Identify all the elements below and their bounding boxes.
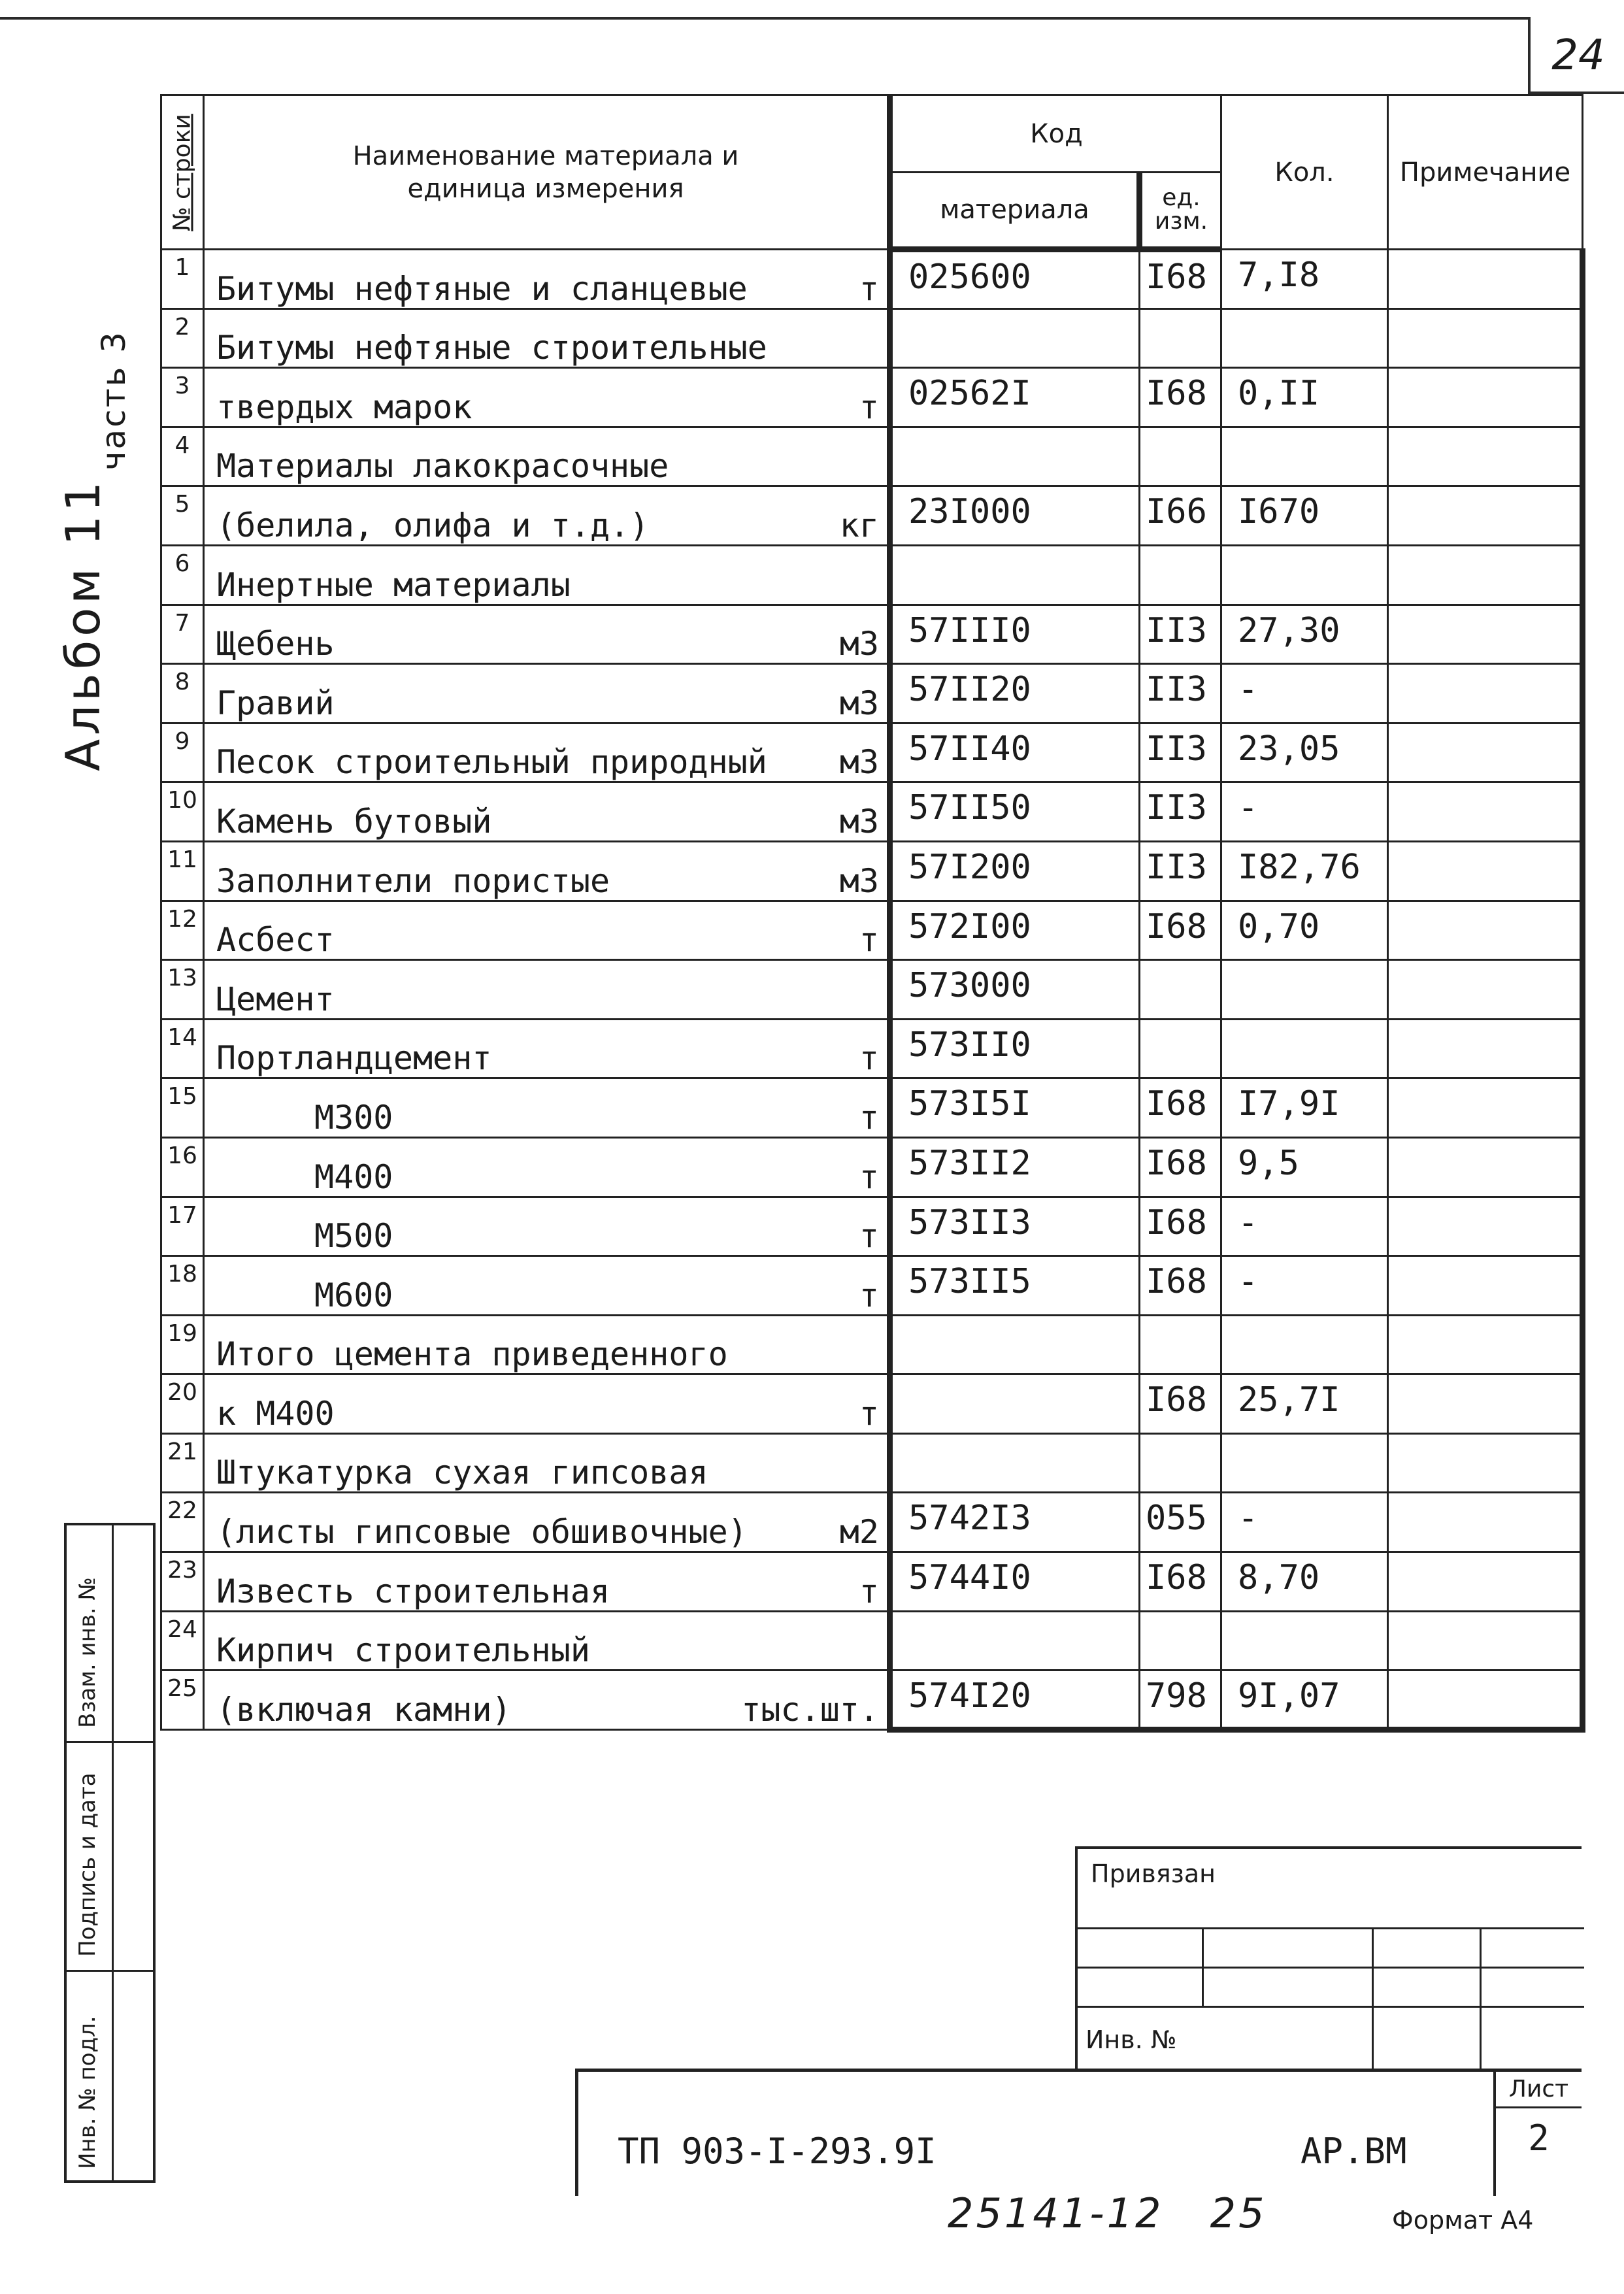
row-number: 23 bbox=[161, 1552, 204, 1612]
material-name: Кирпич строительный bbox=[216, 1631, 590, 1670]
table-row bbox=[161, 664, 1583, 723]
material-code bbox=[890, 1611, 1140, 1671]
row-number: 5 bbox=[161, 486, 204, 546]
material-unit-text: т bbox=[859, 1572, 879, 1610]
unit-code: 055 bbox=[1140, 1493, 1221, 1552]
material-name-cell bbox=[204, 664, 890, 723]
quantity: 9I,07 bbox=[1221, 1671, 1388, 1730]
row-number: 11 bbox=[161, 841, 204, 901]
material-name-cell bbox=[204, 427, 890, 486]
material-name-cell bbox=[204, 1493, 890, 1552]
note-cell bbox=[1388, 1019, 1583, 1078]
note-cell bbox=[1388, 486, 1583, 546]
material-name: Асбест bbox=[216, 921, 335, 959]
header-row-number: № строки bbox=[161, 95, 204, 250]
note-cell bbox=[1388, 427, 1583, 486]
material-code bbox=[890, 1433, 1140, 1493]
material-unit-text: т bbox=[859, 1157, 879, 1196]
quantity bbox=[1221, 1611, 1388, 1671]
material-name: твердых марок bbox=[216, 388, 472, 426]
row-number: 7 bbox=[161, 605, 204, 664]
album-label: Альбом 11 bbox=[56, 478, 110, 771]
part-label: часть 3 bbox=[95, 330, 133, 471]
material-name: (включая камни) bbox=[216, 1690, 512, 1729]
replaced-inventory-label: Взам. инв. № bbox=[75, 1577, 101, 1728]
material-code: 573II0 bbox=[890, 1019, 1140, 1078]
material-code bbox=[890, 545, 1140, 605]
header-unit: ед. изм. bbox=[1140, 173, 1221, 250]
material-unit-text: м3 bbox=[839, 743, 879, 782]
material-name: Щебень bbox=[216, 625, 335, 663]
quantity: - bbox=[1221, 1493, 1388, 1552]
material-name-cell bbox=[204, 1671, 890, 1730]
material-code: 572I00 bbox=[890, 901, 1140, 960]
inventory-number-label: Инв. № bbox=[1085, 2025, 1177, 2054]
material-name-cell bbox=[204, 1256, 890, 1316]
material-name-cell bbox=[204, 250, 890, 309]
table-row bbox=[161, 782, 1583, 842]
material-name: М400 bbox=[314, 1157, 393, 1196]
row-number: 2 bbox=[161, 308, 204, 368]
quantity: I7,9I bbox=[1221, 1078, 1388, 1138]
table-row bbox=[161, 1552, 1583, 1612]
material-unit-text: тыс.шт. bbox=[741, 1690, 879, 1729]
note-cell bbox=[1388, 1433, 1583, 1493]
material-name: Песок строительный природный bbox=[216, 743, 767, 782]
table-row bbox=[161, 250, 1583, 309]
original-inventory-label: Инв. № подл. bbox=[75, 2016, 101, 2169]
note-cell bbox=[1388, 723, 1583, 782]
material-name: (белила, олифа и т.д.) bbox=[216, 506, 650, 544]
material-name: Известь строительная bbox=[216, 1572, 610, 1610]
quantity bbox=[1221, 1019, 1388, 1078]
material-name-cell bbox=[204, 605, 890, 664]
material-name-cell bbox=[204, 308, 890, 368]
unit-code: I68 bbox=[1140, 1197, 1221, 1256]
material-code bbox=[890, 427, 1140, 486]
note-cell bbox=[1388, 1137, 1583, 1197]
row-number: 16 bbox=[161, 1137, 204, 1197]
unit-code: I68 bbox=[1140, 368, 1221, 427]
table-row bbox=[161, 1256, 1583, 1316]
quantity: 25,7I bbox=[1221, 1374, 1388, 1434]
material-code: 23I000 bbox=[890, 486, 1140, 546]
signature-date-label: Подпись и дата bbox=[75, 1772, 101, 1957]
header-quantity: Кол. bbox=[1221, 95, 1388, 250]
sheet-number: 2 bbox=[1528, 2118, 1549, 2159]
table-row bbox=[161, 1078, 1583, 1138]
material-unit-text: т bbox=[859, 1276, 879, 1314]
title-block bbox=[575, 2069, 1582, 2196]
material-unit-text: т bbox=[859, 1098, 879, 1137]
quantity: - bbox=[1221, 782, 1388, 842]
note-cell bbox=[1388, 1552, 1583, 1612]
material-unit-text: т bbox=[859, 1394, 879, 1433]
row-number: 20 bbox=[161, 1374, 204, 1434]
material-unit-text: кг bbox=[839, 506, 879, 544]
quantity: I670 bbox=[1221, 486, 1388, 546]
material-name-cell bbox=[204, 1137, 890, 1197]
material-unit-text: т bbox=[859, 1039, 879, 1078]
table-row bbox=[161, 841, 1583, 901]
material-name-cell bbox=[204, 1019, 890, 1078]
unit-code: II3 bbox=[1140, 841, 1221, 901]
unit-code: I68 bbox=[1140, 1256, 1221, 1316]
unit-code bbox=[1140, 545, 1221, 605]
table-row bbox=[161, 427, 1583, 486]
drawing-mark: АР.ВМ bbox=[1301, 2131, 1407, 2172]
material-code: 573I5I bbox=[890, 1078, 1140, 1138]
material-code: 573000 bbox=[890, 960, 1140, 1020]
note-cell bbox=[1388, 782, 1583, 842]
note-cell bbox=[1388, 1493, 1583, 1552]
material-code: 02562I bbox=[890, 368, 1140, 427]
table-row bbox=[161, 1374, 1583, 1434]
unit-code bbox=[1140, 427, 1221, 486]
material-code: 57II20 bbox=[890, 664, 1140, 723]
material-code: 57II50 bbox=[890, 782, 1140, 842]
material-code: 5742I3 bbox=[890, 1493, 1140, 1552]
quantity: - bbox=[1221, 1256, 1388, 1316]
unit-code: 798 bbox=[1140, 1671, 1221, 1730]
material-name: Итого цемента приведенного bbox=[216, 1335, 728, 1374]
material-name: Камень бутовый bbox=[216, 802, 492, 840]
material-unit-text: т bbox=[859, 388, 879, 426]
material-name-cell bbox=[204, 782, 890, 842]
material-code: 025600 bbox=[890, 250, 1140, 309]
quantity bbox=[1221, 1433, 1388, 1493]
header-material-code: материала bbox=[890, 173, 1140, 250]
material-unit-text: т bbox=[859, 1217, 879, 1255]
note-cell bbox=[1388, 545, 1583, 605]
row-number: 18 bbox=[161, 1256, 204, 1316]
note-cell bbox=[1388, 1315, 1583, 1374]
paper-format: Формат А4 bbox=[1392, 2206, 1534, 2235]
quantity: 0,II bbox=[1221, 368, 1388, 427]
note-cell bbox=[1388, 368, 1583, 427]
row-number: 10 bbox=[161, 782, 204, 842]
sheet-box bbox=[1493, 2072, 1582, 2196]
page-number-frame-vertical bbox=[1528, 17, 1531, 94]
table-row bbox=[161, 1433, 1583, 1493]
unit-code bbox=[1140, 960, 1221, 1020]
quantity bbox=[1221, 1315, 1388, 1374]
material-name: Заполнители пористые bbox=[216, 861, 610, 900]
unit-code bbox=[1140, 1611, 1221, 1671]
material-code bbox=[890, 308, 1140, 368]
row-number: 8 bbox=[161, 664, 204, 723]
row-number: 25 bbox=[161, 1671, 204, 1730]
unit-code: II3 bbox=[1140, 723, 1221, 782]
unit-code: I68 bbox=[1140, 1137, 1221, 1197]
row-number: 15 bbox=[161, 1078, 204, 1138]
document-code: ТП 903-I-293.9I bbox=[618, 2131, 936, 2172]
material-code: 573II3 bbox=[890, 1197, 1140, 1256]
material-unit-text: м3 bbox=[839, 802, 879, 840]
table-row bbox=[161, 1019, 1583, 1078]
header-code: Код bbox=[890, 95, 1221, 173]
quantity: - bbox=[1221, 664, 1388, 723]
note-cell bbox=[1388, 308, 1583, 368]
unit-code: I68 bbox=[1140, 1374, 1221, 1434]
row-number: 3 bbox=[161, 368, 204, 427]
quantity: 27,30 bbox=[1221, 605, 1388, 664]
row-number: 12 bbox=[161, 901, 204, 960]
note-cell bbox=[1388, 1256, 1583, 1316]
material-name: Штукатурка сухая гипсовая bbox=[216, 1454, 708, 1492]
material-name: (листы гипсовые обшивочные) bbox=[216, 1513, 748, 1552]
row-number: 21 bbox=[161, 1433, 204, 1493]
unit-code: II3 bbox=[1140, 664, 1221, 723]
table-row bbox=[161, 960, 1583, 1020]
quantity bbox=[1221, 545, 1388, 605]
quantity: 0,70 bbox=[1221, 901, 1388, 960]
header-material-name: Наименование материала и единица измерения bbox=[204, 95, 890, 250]
note-cell bbox=[1388, 1671, 1583, 1730]
table-row bbox=[161, 1137, 1583, 1197]
material-code: 5744I0 bbox=[890, 1552, 1140, 1612]
table-row bbox=[161, 1671, 1583, 1730]
quantity: 9,5 bbox=[1221, 1137, 1388, 1197]
unit-code bbox=[1140, 1315, 1221, 1374]
material-name-cell bbox=[204, 1078, 890, 1138]
material-name: к М400 bbox=[216, 1394, 335, 1433]
archive-number: 25141-12 25 bbox=[948, 2189, 1267, 2237]
note-cell bbox=[1388, 841, 1583, 901]
quantity bbox=[1221, 960, 1388, 1020]
quantity: 8,70 bbox=[1221, 1552, 1388, 1612]
quantity bbox=[1221, 308, 1388, 368]
row-number: 6 bbox=[161, 545, 204, 605]
table-row bbox=[161, 1315, 1583, 1374]
material-name: Портландцемент bbox=[216, 1039, 492, 1078]
sheet-label: Лист bbox=[1496, 2076, 1582, 2108]
unit-code: I68 bbox=[1140, 1078, 1221, 1138]
row-number: 9 bbox=[161, 723, 204, 782]
material-name-cell bbox=[204, 723, 890, 782]
unit-code: II3 bbox=[1140, 605, 1221, 664]
table-row bbox=[161, 308, 1583, 368]
row-number: 13 bbox=[161, 960, 204, 1020]
row-number: 19 bbox=[161, 1315, 204, 1374]
material-name: М500 bbox=[314, 1217, 393, 1255]
unit-code: I68 bbox=[1140, 1552, 1221, 1612]
material-name-cell bbox=[204, 1315, 890, 1374]
table-row bbox=[161, 368, 1583, 427]
note-cell bbox=[1388, 605, 1583, 664]
table-row bbox=[161, 605, 1583, 664]
binding-strip bbox=[64, 1523, 156, 2183]
material-name: Гравий bbox=[216, 684, 335, 722]
quantity: 7,I8 bbox=[1221, 250, 1388, 309]
row-number: 4 bbox=[161, 427, 204, 486]
note-cell bbox=[1388, 1374, 1583, 1434]
material-code: 573II2 bbox=[890, 1137, 1140, 1197]
binding-stamp bbox=[1075, 1846, 1582, 2069]
material-code: 573II5 bbox=[890, 1256, 1140, 1316]
material-unit-text: м2 bbox=[839, 1513, 879, 1552]
bound-label: Привязан bbox=[1091, 1859, 1216, 1888]
unit-code bbox=[1140, 1019, 1221, 1078]
material-name-cell bbox=[204, 960, 890, 1020]
material-unit-text: т bbox=[859, 269, 879, 308]
material-code: 57I200 bbox=[890, 841, 1140, 901]
side-annotation bbox=[29, 235, 134, 863]
material-unit-text: т bbox=[859, 921, 879, 959]
note-cell bbox=[1388, 1078, 1583, 1138]
quantity bbox=[1221, 427, 1388, 486]
note-cell bbox=[1388, 1197, 1583, 1256]
row-number: 24 bbox=[161, 1611, 204, 1671]
row-number: 14 bbox=[161, 1019, 204, 1078]
material-unit-text: м3 bbox=[839, 625, 879, 663]
table-row bbox=[161, 1611, 1583, 1671]
material-name: М600 bbox=[314, 1276, 393, 1314]
unit-code: I66 bbox=[1140, 486, 1221, 546]
material-code bbox=[890, 1374, 1140, 1434]
header-note: Примечание bbox=[1388, 95, 1583, 250]
material-name-cell bbox=[204, 901, 890, 960]
material-name-cell bbox=[204, 1552, 890, 1612]
note-cell bbox=[1388, 250, 1583, 309]
material-code: 57II40 bbox=[890, 723, 1140, 782]
materials-table bbox=[160, 94, 1585, 1733]
table-row bbox=[161, 486, 1583, 546]
page-number: 24 bbox=[1551, 31, 1605, 80]
table-row bbox=[161, 723, 1583, 782]
material-name-cell bbox=[204, 1374, 890, 1434]
material-name: Битумы нефтяные строительные bbox=[216, 329, 767, 367]
table-row bbox=[161, 901, 1583, 960]
unit-code: II3 bbox=[1140, 782, 1221, 842]
material-code bbox=[890, 1315, 1140, 1374]
unit-code bbox=[1140, 1433, 1221, 1493]
table-row bbox=[161, 1197, 1583, 1256]
quantity: 23,05 bbox=[1221, 723, 1388, 782]
material-code: 574I20 bbox=[890, 1671, 1140, 1730]
material-name-cell bbox=[204, 486, 890, 546]
unit-code bbox=[1140, 308, 1221, 368]
material-name-cell bbox=[204, 1611, 890, 1671]
material-name: Инертные материалы bbox=[216, 565, 571, 604]
material-name-cell bbox=[204, 841, 890, 901]
unit-code: I68 bbox=[1140, 901, 1221, 960]
material-name: Битумы нефтяные и сланцевые bbox=[216, 269, 748, 308]
note-cell bbox=[1388, 901, 1583, 960]
material-name-cell bbox=[204, 368, 890, 427]
table-row bbox=[161, 545, 1583, 605]
material-name-cell bbox=[204, 545, 890, 605]
top-border-line bbox=[0, 17, 1529, 20]
note-cell bbox=[1388, 1611, 1583, 1671]
material-unit-text: м3 bbox=[839, 684, 879, 722]
row-number: 22 bbox=[161, 1493, 204, 1552]
material-name-cell bbox=[204, 1433, 890, 1493]
quantity: - bbox=[1221, 1197, 1388, 1256]
material-name: Цемент bbox=[216, 980, 335, 1018]
material-code: 57III0 bbox=[890, 605, 1140, 664]
table-row bbox=[161, 1493, 1583, 1552]
note-cell bbox=[1388, 664, 1583, 723]
material-name: Материалы лакокрасочные bbox=[216, 447, 669, 486]
material-name-cell bbox=[204, 1197, 890, 1256]
row-number: 1 bbox=[161, 250, 204, 309]
note-cell bbox=[1388, 960, 1583, 1020]
row-number: 17 bbox=[161, 1197, 204, 1256]
material-unit-text: м3 bbox=[839, 861, 879, 900]
quantity: I82,76 bbox=[1221, 841, 1388, 901]
material-name: М300 bbox=[314, 1098, 393, 1137]
unit-code: I68 bbox=[1140, 250, 1221, 309]
